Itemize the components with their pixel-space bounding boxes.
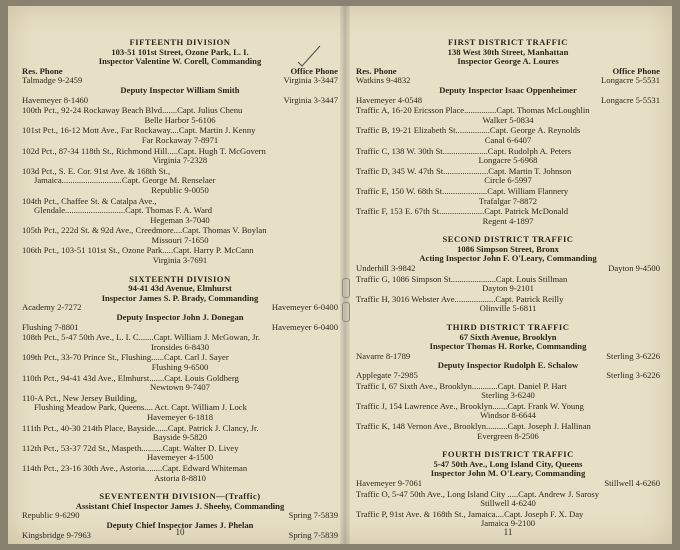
district-title: FOURTH DISTRICT TRAFFIC [442, 449, 574, 460]
deputy-name: Deputy Inspector Rudolph E. Schalow [437, 360, 579, 371]
division-title: SEVENTEENTH DIVISION—(Traffic) [99, 491, 261, 502]
inspector-name: Acting Inspector John F. O'Leary, Commanding [419, 253, 597, 264]
precinct-line: 111th Pct., 40-30 214th Place, Bayside......Capt. Patrick J. Clancy, Jr. [22, 422, 259, 433]
inspector-name: Assistant Chief Inspector James J. Sheehy, Commanding [75, 500, 285, 511]
phone-row [356, 264, 660, 274]
precinct-phone: Havemeyer 4-1500 [146, 452, 214, 463]
staple [342, 278, 350, 298]
phone-row [22, 96, 338, 106]
res-phone: Kingsbridge 9-7963 [22, 529, 91, 540]
office-phone: Spring 7-5839 [288, 529, 338, 540]
precinct-line: 109th Pct., 33-70 Prince St., Flushing......Capt. Carl J. Sayer [22, 352, 229, 363]
traffic-phone: Evergreen 8-2506 [477, 430, 539, 441]
res-phone: Republic 9-6290 [22, 510, 80, 521]
traffic-entry [356, 382, 660, 401]
precinct-entry [22, 353, 338, 372]
phone-row [356, 371, 660, 381]
office-phone: Havemeyer 6-0400 [271, 302, 338, 313]
inspector-name: Inspector Valentine W. Corell, Commanding [98, 56, 262, 67]
traffic-entry [356, 295, 660, 314]
deputy-name: Deputy Chief Inspector James J. Phelan [106, 519, 254, 530]
traffic-phone: Sterling 3-6240 [481, 390, 535, 401]
traffic-phone: Olinville 5-6811 [479, 303, 537, 314]
res-phone: Talmadge 9-2459 [22, 75, 83, 86]
traffic-line: Traffic C, 138 W. 30th St.....................Capt. Rudolph A. Peters [356, 145, 572, 156]
precinct-entry [22, 444, 338, 463]
res-phone: Academy 2-7272 [22, 302, 82, 313]
traffic-line: Traffic I, 67 Sixth Ave., Brooklyn............Capt. Daniel P. Hart [356, 380, 567, 391]
traffic-phone: Dayton 9-2101 [482, 283, 534, 294]
office-phone: Sterling 3-6226 [606, 370, 660, 380]
precinct-entry [22, 197, 338, 226]
precinct-entry [22, 147, 338, 166]
office-phone: Virginia 3-3447 [283, 94, 338, 105]
precinct-line: 103d Pct., S. E. Cor. 91st Ave. & 168th St., [22, 165, 171, 176]
precinct-phone: Virginia 3-7691 [152, 255, 208, 266]
deputy-name: Deputy Inspector John J. Donegan [116, 312, 244, 323]
precinct-line: 114th Pct., 23-16 30th Ave., Astoria........Capt. Edward Whiteman [22, 462, 248, 473]
precinct-entry [22, 167, 338, 196]
traffic-phone: Longacre 5-6968 [478, 155, 538, 166]
precinct-line: 104th Pct., Chaffee St. & Catalpa Ave., [22, 195, 157, 206]
precinct-line: 106th Pct., 103-51 101st St., Ozone Park.....Capt. Harry P. McCann [22, 245, 254, 256]
office-phone: Longacre 5-5531 [601, 75, 660, 86]
traffic-line: Traffic B, 19-21 Elizabeth St................Capt. George A. Reynolds [356, 125, 581, 136]
precinct-phone: Missouri 7-1650 [151, 234, 209, 245]
office-phone-label: Office Phone [290, 65, 338, 76]
res-phone: Navarre 8-1789 [356, 350, 411, 361]
res-phone: Applegate 7-2985 [356, 370, 418, 380]
right-page [356, 36, 660, 538]
precinct-entry [22, 464, 338, 483]
precinct-line: 112th Pct., 53-37 72d St., Maspeth..........Capt. Walter D. Livey [22, 442, 239, 453]
traffic-line: Traffic P, 91st Ave. & 168th St., Jamaica....Capt. Joseph F. X. Day [356, 508, 584, 519]
district-title: SECOND DISTRICT TRAFFIC [442, 234, 574, 245]
precinct-line: Glendale............................Capt. Thomas F. A. Ward [34, 205, 213, 216]
inspector-name: Inspector John M. O'Leary, Commanding [430, 468, 586, 479]
traffic-entry [356, 147, 660, 166]
district-title: THIRD DISTRICT TRAFFIC [446, 322, 570, 333]
precinct-entry [22, 246, 338, 265]
precinct-entry [22, 374, 338, 393]
division-address: 103-51 101st Street, Ozone Park, L. I. [111, 46, 249, 57]
traffic-entry [356, 187, 660, 206]
precinct-entry [22, 333, 338, 352]
precinct-phone: Republic 9-0050 [151, 184, 209, 195]
precinct-line: Flushing Meadow Park, Queens.... Act. Capt. William J. Lock [34, 402, 247, 413]
precinct-phone: Virginia 7-2328 [152, 155, 208, 166]
traffic-phone: Windsor 8-6644 [480, 410, 536, 421]
traffic-line: Traffic D, 345 W. 47th St.....................Capt. Martin T. Johnson [356, 165, 572, 176]
precinct-phone: Flushing 9-6500 [151, 362, 209, 372]
staple [342, 302, 350, 322]
res-phone: Flushing 7-8801 [22, 321, 79, 332]
traffic-entry [356, 510, 660, 529]
res-phone: Havemeyer 9-7061 [356, 477, 423, 488]
precinct-entry [22, 394, 338, 423]
left-page [22, 36, 338, 540]
phone-row [356, 479, 660, 489]
office-phone: Longacre 5-5531 [601, 94, 660, 105]
division-title: FIFTEENTH DIVISION [129, 37, 231, 47]
district-address: 138 West 30th Street, Manhattan [447, 46, 569, 57]
page-number: 10 [175, 527, 185, 538]
precinct-phone: Bayside 9-5820 [152, 432, 208, 443]
res-phone-label: Res. Phone [22, 65, 63, 76]
page-number: 11 [503, 527, 513, 538]
precinct-phone: Ironsides 6-8430 [151, 341, 209, 352]
res-phone: Havemeyer 4-0548 [356, 94, 423, 105]
traffic-phone: Walker 5-0834 [482, 114, 534, 125]
precinct-entry [22, 106, 338, 125]
precinct-line: 100th Pct., 92-24 Rockaway Beach Blvd.......Capt. Julius Chenu [22, 105, 243, 116]
precinct-line: 108th Pct., 5-47 50th Ave., L. I. C.......Capt. William J. McGowan, Jr. [22, 332, 261, 343]
inspector-name: Inspector James S. P. Brady, Commanding [101, 292, 259, 303]
traffic-entry [356, 402, 660, 421]
precinct-phone: Havemeyer 6-1818 [146, 411, 214, 422]
page-gutter [340, 6, 350, 544]
res-phone: Underhill 3-9842 [356, 263, 416, 274]
traffic-phone: Trafalgar 7-8872 [478, 195, 538, 206]
district-title: FIRST DISTRICT TRAFFIC [448, 37, 568, 47]
traffic-entry [356, 275, 660, 294]
traffic-phone: Jamaica 9-2100 [480, 518, 536, 529]
office-phone: Stillwell 4-6260 [604, 477, 660, 488]
traffic-line: Traffic O, 5-47 50th Ave., Long Island City .....Capt. Andrew J. Sarosy [356, 488, 600, 499]
traffic-entry [356, 106, 660, 125]
deputy-name: Deputy Inspector Isaac Oppenheimer [439, 84, 577, 95]
precinct-line: 110-A Pct., New Jersey Building, [22, 392, 137, 403]
district-address: 1086 Simpson Street, Bronx [457, 243, 559, 254]
traffic-phone: Regent 4-1897 [482, 215, 534, 226]
precinct-entry [22, 424, 338, 443]
precinct-phone: Belle Harbor 5-6106 [144, 114, 216, 125]
office-phone: Sterling 3-6226 [606, 350, 660, 361]
precinct-phone: Hegeman 3-7040 [150, 214, 210, 225]
traffic-entry [356, 167, 660, 186]
traffic-phone: Stillwell 4-6240 [480, 498, 536, 509]
precinct-phone: Far Rockaway 7-8971 [141, 134, 219, 145]
traffic-line: Traffic J, 154 Lawrence Ave., Brooklyn.......Capt. Frank W. Young [356, 400, 584, 411]
traffic-entry [356, 207, 660, 226]
office-phone: Spring 7-5839 [288, 510, 338, 521]
precinct-phone: Newtown 9-7407 [150, 382, 210, 393]
deputy-name: Deputy Inspector William Smith [120, 84, 240, 95]
traffic-entry [356, 126, 660, 145]
traffic-line: Traffic G, 1086 Simpson St.....................Capt. Louis Stillman [356, 273, 568, 284]
phone-row [356, 96, 660, 106]
traffic-line: Traffic H, 3016 Webster Ave...................Capt. Patrick Reilly [356, 293, 564, 304]
res-phone-label: Res. Phone [356, 65, 397, 76]
traffic-line: Traffic A, 16-20 Ericsson Place...............Capt. Thomas McLoughlin [356, 105, 590, 116]
precinct-line: 101st Pct., 16-12 Mott Ave., Far Rockaway....Capt. Martin J. Kenny [22, 125, 256, 136]
office-phone: Virginia 3-3447 [283, 75, 338, 86]
precinct-line: 110th Pct., 94-41 43d Ave., Elmhurst.......Capt. Louis Goldberg [22, 372, 239, 383]
traffic-line: Traffic F, 153 E. 67th St.....................Capt. Patrick McDonald [356, 206, 568, 217]
inspector-name: Inspector George A. Loures [457, 56, 559, 67]
precinct-line: Jamaica............................Capt. George M. Renselaer [34, 175, 216, 186]
res-phone: Havemeyer 8-1460 [22, 94, 89, 105]
res-phone: Watkins 9-4832 [356, 75, 411, 86]
precinct-entry [22, 226, 338, 245]
precinct-line: 105th Pct., 222d St. & 92d Ave., Creedmore....Capt. Thomas V. Boylan [22, 225, 267, 236]
traffic-line: Traffic K, 148 Vernon Ave., Brooklyn..........Capt. Joseph J. Hallinan [356, 420, 591, 431]
office-phone-label: Office Phone [612, 65, 660, 76]
office-phone: Havemeyer 6-0400 [271, 321, 338, 332]
traffic-phone: Canal 6-6407 [484, 134, 532, 145]
phone-row [22, 323, 338, 333]
district-address: 5-47 50th Ave., Long Island City, Queens [433, 458, 583, 469]
traffic-entry [356, 490, 660, 509]
inspector-name: Inspector Thomas H. Rorke, Commanding [429, 341, 587, 352]
precinct-line: 102d Pct., 87-34 118th St., Richmond Hill.....Capt. Hugh T. McGovern [22, 145, 266, 156]
division-title: SIXTEENTH DIVISION [129, 273, 231, 284]
traffic-phone: Circle 6-5997 [484, 175, 532, 186]
precinct-phone: Astoria 8-8810 [154, 472, 206, 483]
booklet-spread [8, 6, 672, 544]
division-address: 94-41 43d Avenue, Elmhurst [128, 283, 232, 294]
traffic-entry [356, 422, 660, 441]
precinct-entry [22, 126, 338, 145]
district-address: 67 Sixth Avenue, Brooklyn [459, 331, 557, 342]
office-phone: Dayton 9-4500 [608, 263, 660, 274]
traffic-line: Traffic E, 150 W. 68th St.....................Capt. William Flannery [356, 185, 569, 196]
